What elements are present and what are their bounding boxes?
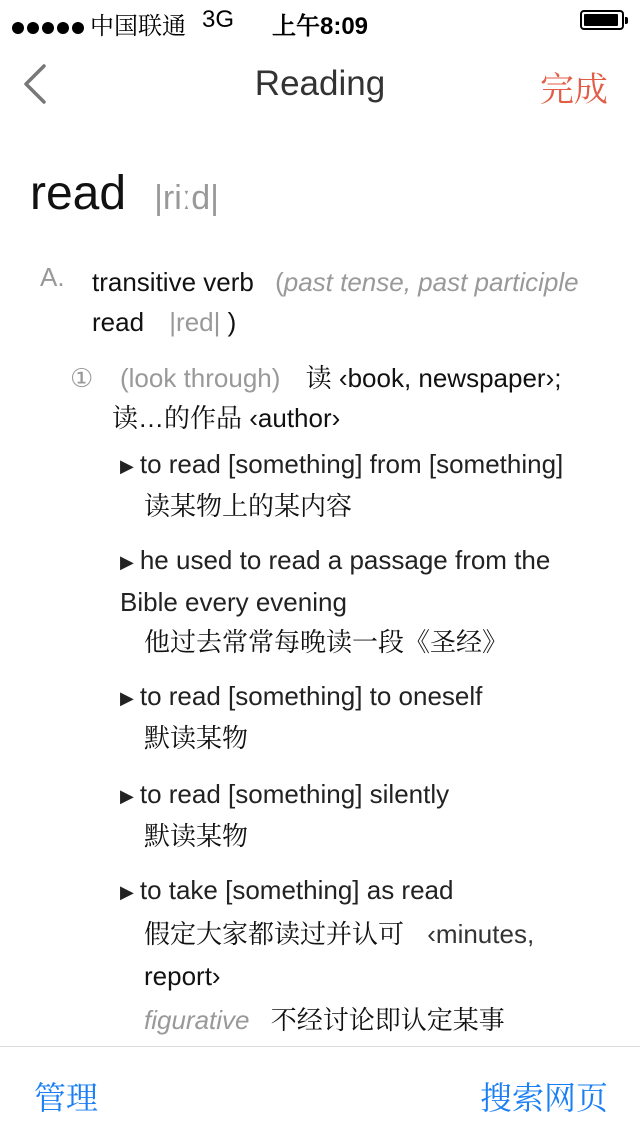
example-en: to take [something] as read [139, 875, 454, 905]
sense-line-2 [112, 398, 340, 438]
headword-pronunciation: |riːd| [154, 179, 219, 217]
example-1 [120, 444, 610, 526]
example-cn: 假定大家都读过并认可 [144, 919, 405, 949]
example-5 [120, 870, 610, 1040]
example-3 [120, 676, 610, 758]
pos-text [92, 262, 620, 342]
pos-label: transitive verb [92, 267, 254, 297]
page-title: Reading [254, 64, 386, 103]
pos-letter: A. [40, 262, 65, 292]
example-en-line-1: he used to read a passage from the [139, 545, 551, 575]
sense-line-1 [120, 358, 620, 398]
sense-object-2: ‹author› [249, 403, 341, 433]
status-bar [0, 0, 640, 40]
headword [30, 166, 219, 221]
pos-paren-open: ( [275, 267, 284, 297]
battery-icon [580, 10, 624, 30]
manage-button[interactable]: 管理 [34, 1080, 99, 1116]
example-en-line-2: Bible every evening [120, 587, 347, 617]
figurative-cn: 不经讨论即认定某事 [270, 1005, 505, 1035]
search-web-button[interactable]: 搜索网页 [479, 1080, 608, 1116]
headword-text: read [30, 167, 127, 220]
example-en: to read [something] from [something] [139, 449, 564, 479]
sense-gloss: (look through) [120, 363, 281, 393]
dictionary-entry[interactable] [0, 130, 640, 1046]
example-arrow-icon: ▶ [120, 882, 134, 902]
example-4 [120, 774, 610, 856]
example-cn-line [144, 912, 610, 956]
pos-forms-label: past tense, past participle [283, 267, 579, 297]
figurative-label: figurative [144, 1005, 250, 1035]
sense-cn-2: 读…的作品 [112, 403, 243, 433]
status-time: 上午8:09 [272, 13, 369, 40]
done-button[interactable]: 完成 [540, 71, 608, 109]
signal-strength-icon [12, 13, 87, 41]
pos-form: read [92, 307, 145, 337]
example-cn: 他过去常常每晚读一段《圣经》 [144, 627, 509, 657]
sense-cn-1: 读 [305, 363, 332, 393]
navigation-bar [0, 40, 640, 130]
carrier-name: 中国联通 [90, 13, 186, 40]
example-en: to read [something] silently [139, 779, 450, 809]
example-arrow-icon: ▶ [120, 552, 134, 572]
example-arrow-icon: ▶ [120, 786, 134, 806]
network-type: 3G [202, 6, 235, 33]
pos-form-pronunciation: |red| [169, 307, 221, 337]
pos-paren-close: ) [227, 307, 237, 337]
example-en: to read [something] to oneself [139, 681, 483, 711]
sense-number: ① [70, 363, 94, 393]
example-cn: 默读某物 [144, 821, 249, 851]
bottom-toolbar [0, 1046, 640, 1137]
example-figurative [144, 1000, 610, 1040]
example-cn: 读某物上的某内容 [144, 491, 353, 521]
sense-object-1: ‹book, newspaper›; [338, 363, 562, 393]
example-object: ‹minutes, [427, 919, 535, 949]
example-cn: 默读某物 [144, 723, 249, 753]
example-object-cont: report› [144, 961, 221, 991]
example-arrow-icon: ▶ [120, 456, 134, 476]
example-2 [120, 540, 610, 662]
example-arrow-icon: ▶ [120, 688, 134, 708]
